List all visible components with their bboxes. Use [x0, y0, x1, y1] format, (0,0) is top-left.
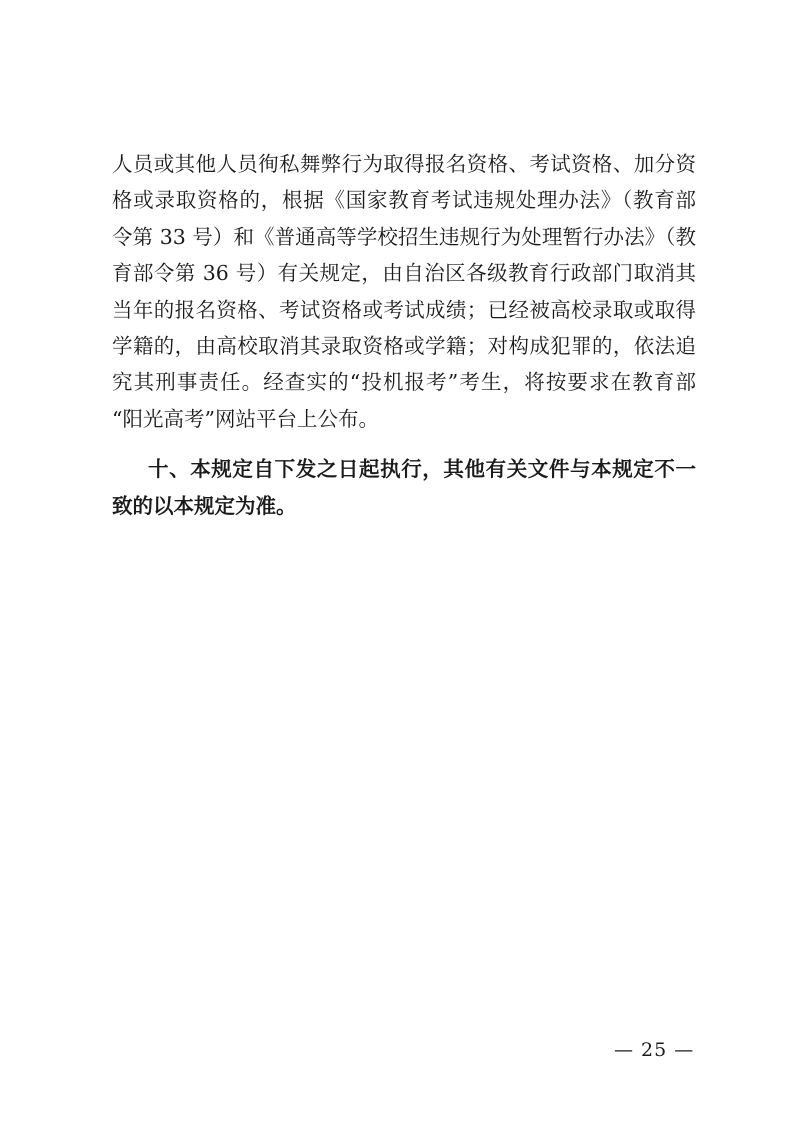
text-line: 十、本规定自下发之日起执行，其他有关文件与本规定不一 [148, 457, 696, 481]
text-line: 人员或其他人员徇私舞弊行为取得报名资格、考试资格、加分资 [112, 152, 696, 176]
text-line: 究其刑事责任。经查实的“投机报考”考生，将按要求在教育部 [112, 370, 696, 395]
body-paragraph-continuation [112, 146, 696, 437]
text-line: 学籍的，由高校取消其录取资格或学籍；对构成犯罪的，依法追 [112, 333, 696, 358]
text-line: “阳光高考”网站平台上公布。 [112, 406, 379, 431]
text-line: 致的以本规定为准。 [112, 494, 297, 518]
article-ten-paragraph [112, 451, 696, 525]
text-line: 格或录取资格的，根据《国家教育考试违规处理办法》（教育部 [112, 188, 696, 213]
page-number: — 25 — [614, 1039, 695, 1061]
text-line: 令第 33 号）和《普通高等学校招生违规行为处理暂行办法》（教 [112, 224, 696, 249]
text-line: 育部令第 36 号）有关规定，由自治区各级教育行政部门取消其 [112, 261, 696, 286]
text-line: 当年的报名资格、考试资格或考试成绩；已经被高校录取或取得 [112, 297, 696, 322]
